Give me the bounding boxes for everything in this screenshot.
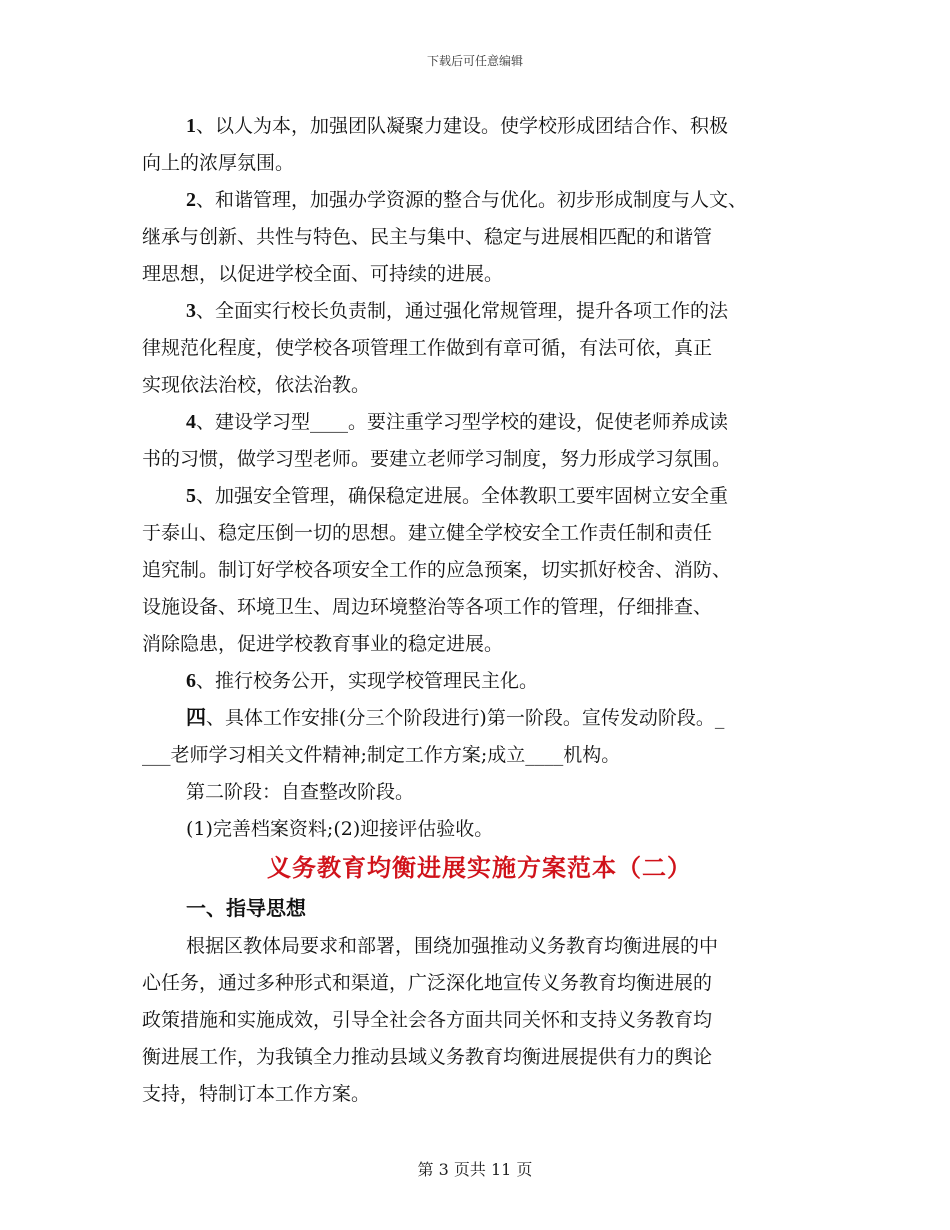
paragraph-1: 1、以人为本，加强团队凝聚力建设。使学校形成团结合作、积极 向上的浓厚氛围。: [142, 115, 729, 174]
guiding-ideology-paragraph: 根据区教体局要求和部署，围绕加强推动义务教育均衡进展的中 心任务，通过多种形式和渠道，广泛深化地宣传义务教育均衡进展的 政策措施和实施成效，引导全社会各方面共同关怀和支持义务教育均 衡进展工作，为我镇全力推动县域义务教育均衡进展提供有力的舆论 支持，特制订本工作方案。: [142, 935, 719, 1105]
document-body: [142, 108, 817, 1113]
section-heading-guiding-ideology: 一、指导思想: [186, 896, 306, 920]
paragraph-4: 4、建设学习型____。要注重学习型学校的建设，促使老师养成读 书的习惯，做学习型老师。要建立老师学习制度，努力形成学习氛围。: [142, 411, 732, 470]
item-number: 4: [186, 411, 196, 433]
item-number: 2: [186, 189, 196, 211]
page-footer: 第 3 页共 11 页: [417, 1160, 533, 1179]
paragraph-2: 2、和谐管理，加强办学资源的整合与优化。初步形成制度与人文、 继承与创新、共性与特色、民主与集中、稳定与进展相匹配的和谐管 理思想，以促进学校全面、可持续的进展。: [142, 189, 748, 285]
page-header: 下载后可任意编辑: [426, 54, 523, 68]
paragraph-6: 6、推行校务公开，实现学校管理民主化。: [186, 670, 539, 692]
paragraph-5: 5、加强安全管理，确保稳定进展。全体教职工要牢固树立安全重 于泰山、稳定压倒一切的思想。建立健全学校安全工作责任制和责任 追究制。制订好学校各项安全工作的应急预案，切实抓好校舍、消防、 设施设备、环境卫生、周边环境整治等各项工作的管理，仔细排查、 消除隐患，促进学校教育事业的稳定进展。: [142, 485, 732, 655]
item-number: 6: [186, 670, 196, 692]
paragraph-3: 3、全面实行校长负责制，通过强化常规管理，提升各项工作的法 律规范化程度，使学校各项管理工作做到有章可循，有法可依，真正 实现依法治校，依法治教。: [142, 300, 729, 396]
section-number: 四: [186, 707, 206, 729]
item-number: 5: [186, 485, 196, 507]
stage-2-paragraph: 第二阶段：自查整改阶段。: [186, 781, 415, 803]
item-number: 3: [186, 300, 196, 322]
stage-2-items: (1)完善档案资料;(2)迎接评估验收。: [186, 818, 494, 840]
section-4-paragraph: 四、具体工作安排(分三个阶段进行)第一阶段。宣传发动阶段。_ ___老师学习相关文件精神;制定工作方案;成立____机构。: [142, 707, 725, 766]
item-number: 1: [186, 115, 196, 137]
document-title: 义务教育均衡进展实施方案范本（二）: [267, 853, 692, 882]
